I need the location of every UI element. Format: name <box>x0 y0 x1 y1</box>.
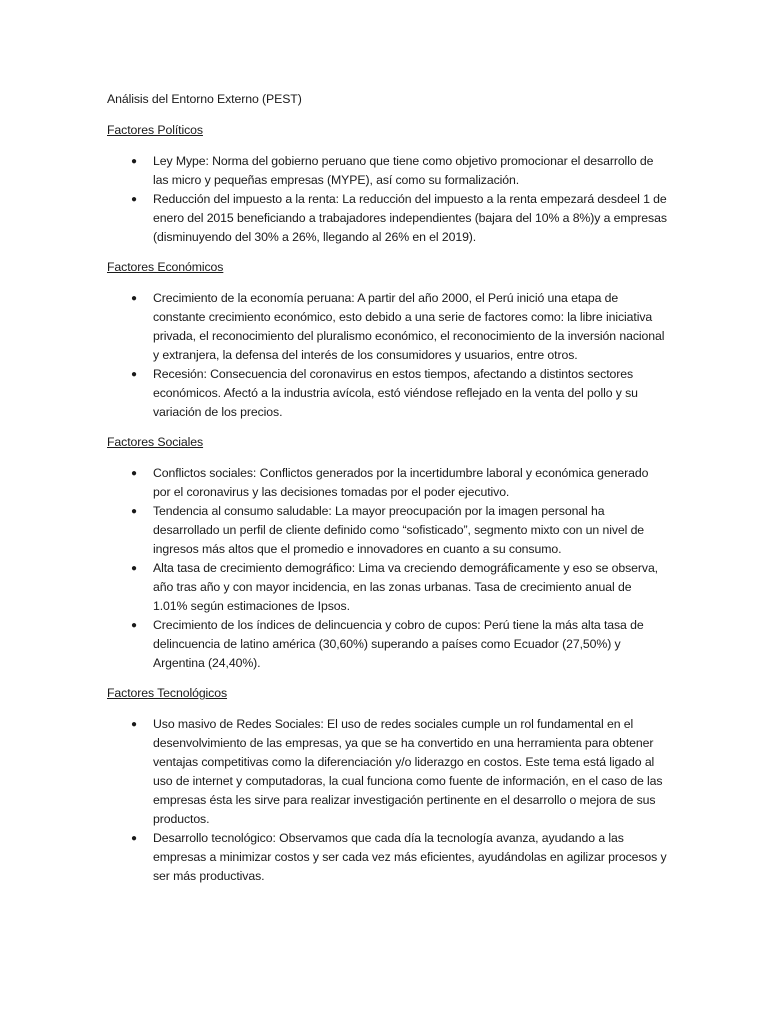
bullet-list-tecnologicos <box>107 715 667 886</box>
bullet-list-politicos <box>107 152 667 247</box>
list-item-text: Alta tasa de crecimiento demográfico: Lima va creciendo demográficamente y eso se observa, año tras año y con mayor incidencia, en las zonas urbanas. Tasa de crecimiento anual de 1.01% según estimaciones de Ipsos. <box>153 561 658 613</box>
bullet-icon: ● <box>131 369 137 380</box>
list-item <box>107 190 667 247</box>
document-title: Análisis del Entorno Externo (PEST) <box>107 92 302 106</box>
document-page <box>107 90 667 897</box>
bullet-icon: ● <box>131 468 137 479</box>
section-economicos <box>107 258 667 422</box>
section-heading-sociales: Factores Sociales <box>107 435 204 449</box>
bullet-icon: ● <box>131 506 137 517</box>
section-heading-tecnologicos: Factores Tecnológicos <box>107 686 228 700</box>
bullet-icon: ● <box>131 563 137 574</box>
bullet-icon: ● <box>131 194 137 205</box>
bullet-icon: ● <box>131 156 137 167</box>
list-item <box>107 502 667 559</box>
list-item <box>107 829 667 886</box>
section-tecnologicos <box>107 684 667 886</box>
list-item-text: Crecimiento de los índices de delincuencia y cobro de cupos: Perú tiene la más alta tasa de delincuencia de latino américa (30,60%) superando a países como Ecuador (27,50%) y Argentina (24,40%). <box>153 618 644 670</box>
list-item <box>107 464 667 502</box>
bullet-list-economicos <box>107 289 667 422</box>
bullet-list-sociales <box>107 464 667 673</box>
section-heading-politicos: Factores Políticos <box>107 123 203 137</box>
list-item-text: Tendencia al consumo saludable: La mayor preocupación por la imagen personal ha desarrollado un perfil de cliente definido como “sofisticado”, segmento mixto con un nivel de ingresos más altos que el promedio e innovadores en cuanto a su consumo. <box>153 504 645 556</box>
list-item-text: Ley Mype: Norma del gobierno peruano que tiene como objetivo promocionar el desarrollo de las micro y pequeñas empresas (MYPE), así como su formalización. <box>153 154 654 187</box>
list-item-text: Uso masivo de Redes Sociales: El uso de redes sociales cumple un rol fundamental en el desenvolvimiento de las empresas, ya que se ha convertido en una herramienta para obtener ventajas competitivas como la diferenciación y/o liderazgo en costos. Este tema está ligado al uso de internet y computadoras, la cual funciona como fuente de información, en el caso de las empresas ésta les sirve para realizar investigación pertinente en el desarrollo o mejora de sus productos. <box>153 717 663 826</box>
list-item-text: Reducción del impuesto a la renta: La reducción del impuesto a la renta empezará desdeel 1 de enero del 2015 beneficiando a trabajadores independientes (bajara del 10% a 8%)y a empresas (disminuyendo del 30% a 26%, llegando al 26% en el 2019). <box>153 192 667 244</box>
list-item-text: Crecimiento de la economía peruana: A partir del año 2000, el Perú inició una etapa de constante crecimiento económico, esto debido a una serie de factores como: la libre iniciativa privada, el reconocimiento del pluralismo económico, el reconocimiento de la inversión nacional y extranjera, la defensa del interés de los consumidores y usuarios, entre otros. <box>153 291 665 362</box>
section-heading-economicos: Factores Económicos <box>107 260 224 274</box>
bullet-icon: ● <box>131 719 137 730</box>
list-item-text: Desarrollo tecnológico: Observamos que cada día la tecnología avanza, ayudando a las empresas a minimizar costos y ser cada vez más eficientes, ayudándolas en agilizar procesos y ser más productivas. <box>153 831 667 883</box>
list-item <box>107 365 667 422</box>
list-item <box>107 715 667 829</box>
bullet-icon: ● <box>131 620 137 631</box>
list-item-text: Conflictos sociales: Conflictos generados por la incertidumbre laboral y económica generado por el coronavirus y las decisiones tomadas por el poder ejecutivo. <box>153 466 649 499</box>
list-item <box>107 616 667 673</box>
list-item <box>107 559 667 616</box>
bullet-icon: ● <box>131 293 137 304</box>
list-item <box>107 152 667 190</box>
list-item-text: Recesión: Consecuencia del coronavirus en estos tiempos, afectando a distintos sectores económicos. Afectó a la industria avícola, estó viéndose reflejado en la venta del pollo y su variación de los precios. <box>153 367 638 419</box>
list-item <box>107 289 667 365</box>
bullet-icon: ● <box>131 833 137 844</box>
section-politicos <box>107 121 667 247</box>
section-sociales <box>107 433 667 673</box>
